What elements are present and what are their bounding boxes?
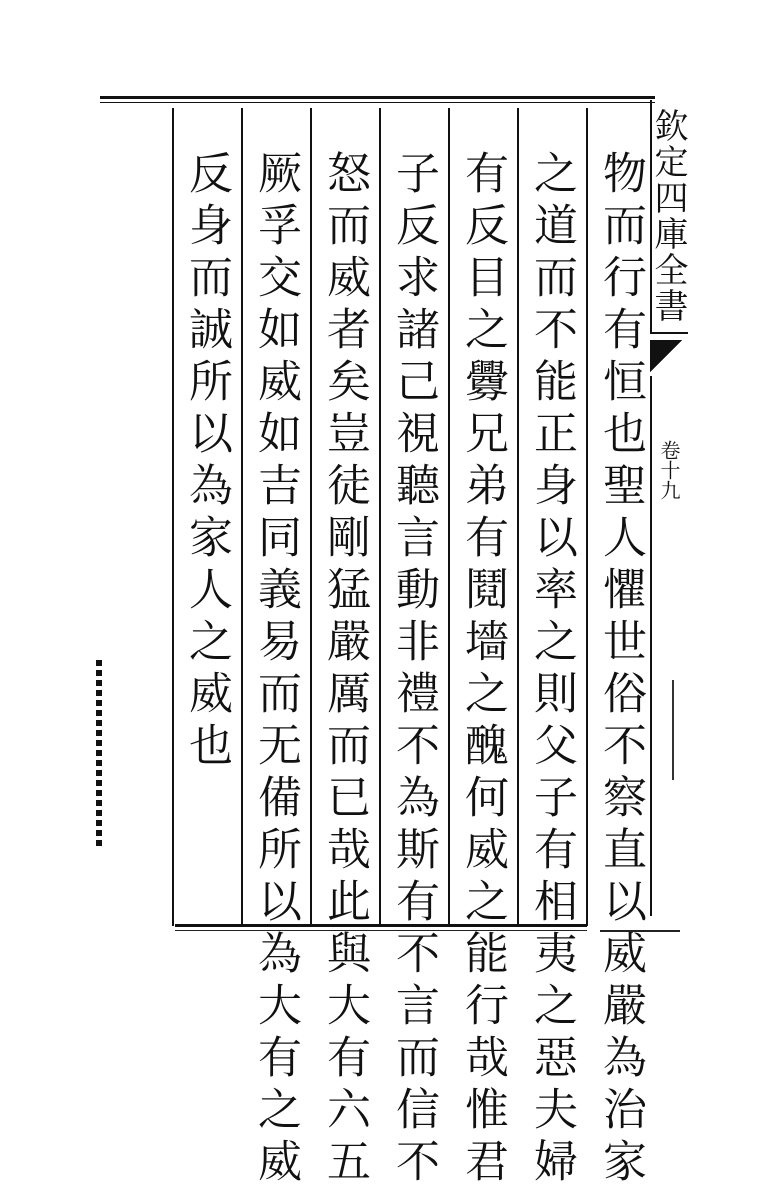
book-title: 欽定四庫全書 (648, 108, 688, 324)
column-divider (241, 108, 243, 926)
text-column-3: 有反目之釁兄弟有鬩墻之醜何威之能行哉惟君 (457, 150, 508, 1190)
margin-divider (650, 376, 652, 916)
text-column-2: 之道而不能正身以率之則父子有相夷之惡夫婦 (526, 150, 577, 1190)
margin-tick-mark (672, 680, 674, 780)
left-edge-mark (96, 660, 102, 850)
text-column-5: 怒而威者矣豈徒剛猛嚴厲而已哉此與大有六五 (319, 150, 370, 1190)
column-divider (379, 108, 381, 926)
fishtail-mark-icon (650, 340, 686, 376)
column-divider (517, 108, 519, 926)
text-column-7: 反身而誠所以為家人之威也 (181, 150, 232, 774)
column-divider (586, 108, 588, 926)
column-divider (448, 108, 450, 926)
column-divider (310, 108, 312, 926)
text-column-1: 物而行有恒也聖人懼世俗不察直以威嚴為治家 (595, 150, 646, 1190)
top-border-inner-rule (100, 102, 655, 103)
volume-label: 卷十九 (657, 440, 681, 500)
top-border-rule (100, 96, 655, 99)
text-column-4: 子反求諸己視聽言動非禮不為斯有不言而信不 (388, 150, 439, 1190)
column-divider (172, 108, 174, 926)
text-column-6: 厥孚交如威如吉同義易而无備所以為大有之威 (250, 150, 301, 1190)
